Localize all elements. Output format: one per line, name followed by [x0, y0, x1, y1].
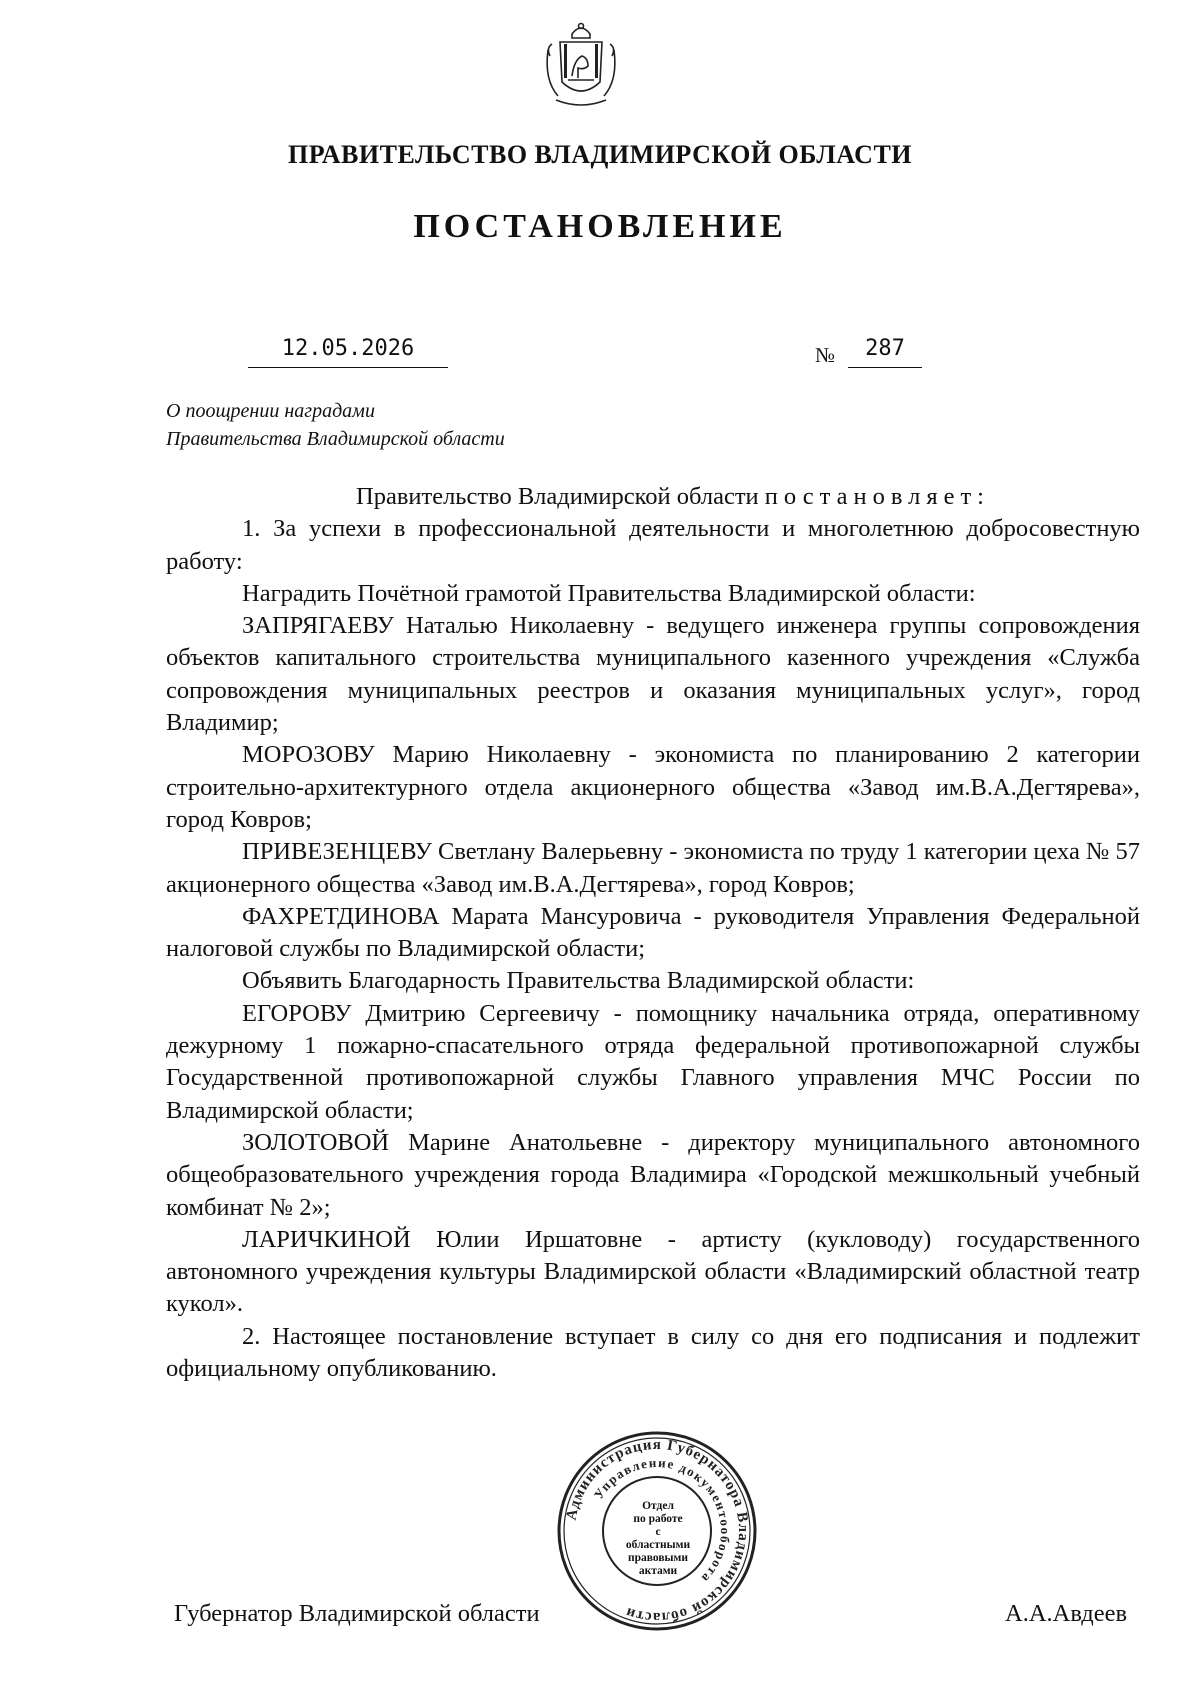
stamp-line: правовыми	[627, 1552, 688, 1564]
stamp-line: Отдел	[642, 1500, 674, 1512]
resolution-intro	[166, 481, 1140, 513]
award-item: ПРИВЕЗЕНЦЕВУ Светлану Валерьевну - экономиста по труду 1 категории цеха № 57 акционерного общества «Завод им.В.А.Дегтярева», город Ковров;	[166, 838, 1140, 898]
document-number: 287	[848, 336, 922, 368]
subject-line: Правительства Владимирской области	[166, 428, 505, 450]
stamp-inner-ring-text: Управление документооборота	[590, 1454, 734, 1587]
document-type-title: ПОСТАНОВЛЕНИЕ	[413, 208, 787, 245]
document-body	[166, 481, 1140, 1385]
stamp-line: по работе	[633, 1513, 683, 1525]
award-heading: Объявить Благодарность Правительства Владимирской области:	[242, 967, 915, 995]
clause-2: 2. Настоящее постановление вступает в силу со дня его подписания и подлежит официальному опубликованию.	[166, 1322, 1140, 1383]
signer-title: Губернатор Владимирской области	[174, 1600, 540, 1627]
award-item: ФАХРЕТДИНОВА Марата Мансуровича - руководителя Управления Федеральной налоговой службы по Владимирской области;	[166, 902, 1140, 963]
signer-name: А.А.Авдеев	[1005, 1600, 1128, 1627]
government-title: ПРАВИТЕЛЬСТВО ВЛАДИМИРСКОЙ ОБЛАСТИ	[287, 140, 913, 169]
stamp-ring-text: Администрация Губернатора Владимирской области	[563, 1436, 752, 1626]
document-date: 12.05.2026	[248, 336, 448, 368]
subject-line: О поощрении наградами	[166, 400, 375, 422]
clause-1: 1. За успехи в профессиональной деятельности и многолетнюю добросовестную работу:	[166, 515, 1140, 575]
intro-verb: постановляет:	[764, 483, 990, 510]
award-item: ЗОЛОТОВОЙ Марине Анатольевне - директору муниципального автономного общеобразовательного учреждения города Владимира «Городской межшкольный учебный комбинат № 2»;	[166, 1128, 1140, 1221]
award-item: МОРОЗОВУ Марию Николаевну - экономиста по планированию 2 категории строительно-архитектурного отдела акционерного общества «Завод им.В.А.Дегтярева», город Ковров;	[166, 741, 1140, 833]
stamp-line: актами	[638, 1565, 678, 1577]
award-item: ЛАРИЧКИНОЙ Юлии Иршатовне - артисту (кукловоду) государственного автономного учреждения культуры Владимирской области «Владимирский областной театр кукол».	[166, 1225, 1140, 1318]
award-item: ЕГОРОВУ Дмитрию Сергеевичу - помощнику начальника отряда, оперативному дежурному 1 пожарно-спасательного отряда федеральной противопожарной службы Государственной противопожарной службы Главного управления МЧС России по Владимирской области;	[166, 999, 1140, 1124]
award-item: ЗАПРЯГАЕВУ Наталью Николаевну - ведущего инженера группы сопровождения объектов капитального строительства муниципального казенного учреждения «Служба сопровождения муниципальных реестров и оказания муниципальных услуг», город Владимир;	[166, 612, 1140, 737]
stamp-center-text	[624, 1500, 692, 1578]
stamp-line: с областными	[625, 1526, 691, 1551]
document-subject	[166, 397, 505, 453]
award-heading: Наградить Почётной грамотой Правительства Владимирской области:	[242, 579, 976, 607]
coat-of-arms-icon	[538, 20, 624, 112]
intro-prefix: Правительство Владимирской области	[356, 483, 765, 510]
number-label: №	[815, 343, 836, 367]
